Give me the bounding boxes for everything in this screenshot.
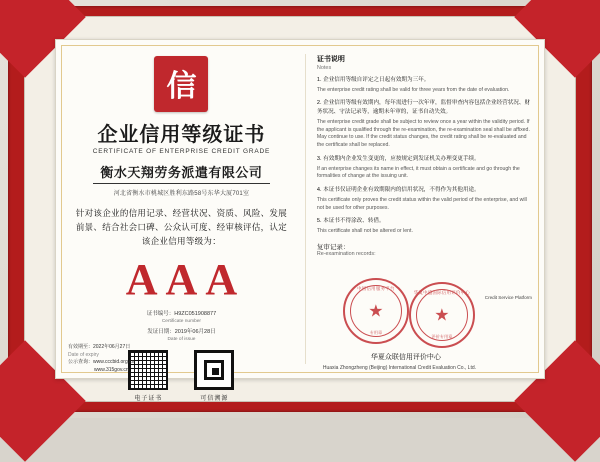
certificate-main-pane [56, 40, 305, 402]
notes-heading-en: Notes [316, 65, 332, 71]
folder-inner-panel [24, 16, 576, 402]
page-title-en: CERTIFICATE OF ENTERPRISE CREDIT GRADE [92, 148, 271, 155]
note-item-en: This certificate only proves the credit status within the valid period of the enterprise, and will not be used for other purposes. [316, 196, 527, 211]
traceability-code-block[interactable] [194, 350, 234, 402]
qr-code-block[interactable] [128, 350, 168, 402]
notes-heading: 证书说明 [316, 56, 345, 63]
meta-row [68, 329, 295, 344]
recheck-label-en: Re-examination records: [316, 250, 376, 257]
certificate-footer-meta [68, 344, 134, 374]
certificate-paper [55, 39, 545, 402]
note-item-en: This certificate shall not be altered or lent. [316, 228, 413, 235]
seal-bottom-text: 评价专用章 [431, 334, 453, 339]
traceability-code-label: 可信溯源 [200, 395, 229, 402]
emblem-char: 信 [166, 70, 197, 103]
page-title: 企业信用等级证书 [97, 124, 266, 146]
note-item-en: If an enterprise changes its name in effect, it must obtain a certificate and go through the formalities of change at the issuing unit. [316, 165, 520, 180]
issuer-name-cn: 华夏众联信用评价中心 [370, 353, 441, 361]
credit-emblem-icon [154, 56, 208, 112]
query-url-secondary[interactable]: www.315gov.cn [94, 366, 129, 373]
seal-group [305, 278, 544, 348]
traceability-code-icon[interactable] [194, 350, 234, 390]
expiry-date: 有效期至：2022年06月27日 [68, 344, 131, 350]
issue-date-en: Date of issue [167, 336, 196, 342]
query-url-primary[interactable]: 公示查询：www.cccbid.org.cn [68, 359, 135, 365]
note-item-cn: 2. 企业信用等级有效期内，每年需进行一次年审，监督审查内容包括企业经营状况、财务状况、守法记录等，逾期未年审的，证书自动失效。 [316, 100, 531, 116]
evaluation-center-seal [409, 282, 475, 348]
note-item-en: The enterprise credit grade shall be subject to review once a year within the validity period. If the applicant is qualified through the re-examination, the re-examination seal shall be affixed. May continue to use. If the credit status changes, the credit rating shall be re-evaluated and the certificate shall be replaced. [316, 118, 530, 149]
qr-code-label: 电子证书 [134, 395, 163, 402]
certificate-number: 证书编号：H9ZC051908877 [146, 311, 217, 318]
seal-top-text: 中国信用服务平台 [357, 286, 395, 291]
certificate-meta [68, 311, 295, 344]
note-item-cn: 5. 本证书不得涂改、转借。 [316, 218, 385, 225]
note-item-en: The enterprise credit rating shall be valid for three years from the date of evaluation. [316, 86, 510, 93]
certificate-body-text: 针对该企业的信用记录、经营状况、资质、风险、发展前景、结合社会口碑、公众认可度、经审核评估，认定该企业信用等级为： [75, 208, 288, 247]
note-item-cn: 1. 企业信用等级自评定之日起有效期为三年。 [316, 77, 430, 83]
company-name: 衡水天翔劳务派遣有限公司 [100, 165, 263, 180]
recheck-label: 复审记录： [316, 243, 350, 251]
company-address: 河北省衡水市桃城区胜利东路58号东华大厦701室 [113, 191, 250, 197]
expiry-date-en: Date of expiry [68, 351, 99, 358]
company-underline [93, 183, 270, 184]
seal-top-text: 华夏中盛国际信用评价中心 [413, 290, 471, 295]
notes-pane [305, 40, 544, 378]
issuer-name-en: Huaxia Zhongzheng (Beijing) International Credit Evaluation Co., Ltd. [322, 365, 477, 371]
meta-row [68, 311, 295, 326]
seal-bottom-text: 专用章 [369, 330, 383, 335]
note-item-cn: 4. 本证书仅证明企业有效期限内的信用状况，不得作为其他用途。 [316, 187, 480, 194]
credit-grade-value: AAA [125, 255, 246, 305]
qr-code-icon[interactable] [128, 350, 168, 390]
star-icon: ★ [368, 301, 384, 321]
platform-name-en: Credit Service Platform [484, 295, 532, 300]
certificate-folder [8, 6, 592, 412]
note-item-cn: 3. 有效期内企业发生变更的，应按规定到发证机关办理变更手续。 [316, 155, 480, 162]
credit-service-platform-seal [343, 278, 409, 344]
issue-date: 发证日期：2019年06月28日 [147, 328, 216, 335]
certificate-number-en: Certificate number [161, 319, 202, 325]
star-icon: ★ [434, 305, 450, 325]
